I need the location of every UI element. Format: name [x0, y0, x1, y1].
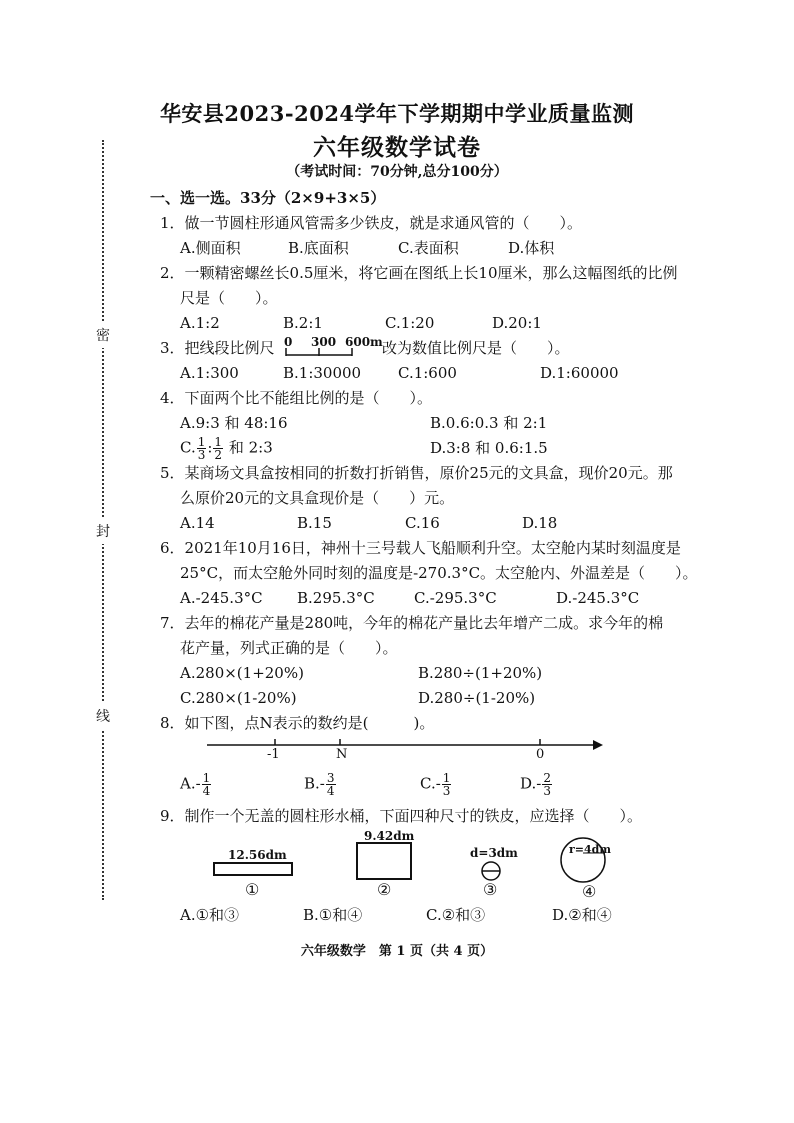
fraction-denominator: 4 — [202, 784, 211, 798]
q3-option-d: D.1:60000 — [540, 364, 619, 382]
question-5-line2: 么原价20元的文具盒现价是（ ）元。 — [180, 489, 455, 507]
q6-option-b: B.295.3°C — [297, 589, 375, 607]
q3-option-b: B.1:30000 — [283, 364, 362, 382]
q7-option-d: D.280÷(1-20%) — [418, 689, 536, 707]
line-segment-scale — [284, 346, 354, 358]
question-3-prefix: 3．把线段比例尺 — [160, 339, 275, 357]
section-heading: 一、选一选。33分（2×9+3×5） — [150, 189, 386, 207]
figure-3-circle — [478, 860, 504, 882]
q6-option-d: D.-245.3°C — [556, 589, 640, 607]
figure-1-label: 12.56dm — [228, 848, 287, 862]
question-3-suffix: 改为数值比例尺是（ ）。 — [382, 339, 570, 357]
ratio-colon: : — [207, 438, 213, 457]
figure-3-label: d=3dm — [470, 846, 518, 860]
q1-option-a: A.侧面积 — [180, 239, 241, 257]
q4-option-c-prefix: C. — [180, 438, 196, 457]
question-8: 8．如下图，点N表示的数约是( )。 — [160, 714, 435, 732]
q8-option-a — [180, 772, 212, 797]
figure-1-rectangle — [213, 862, 293, 876]
q5-option-d: D.18 — [522, 514, 558, 532]
axis-label-minus-one: -1 — [267, 747, 280, 762]
q4-option-c-suffix: 和 2:3 — [224, 438, 273, 457]
q2-option-d: D.20:1 — [492, 314, 542, 332]
binding-mark-feng: 封 — [96, 518, 110, 544]
q4-option-b: B.0.6:0.3 和 2:1 — [430, 414, 548, 432]
fraction-numerator: 1 — [197, 435, 206, 449]
q3-option-c: C.1:600 — [398, 364, 457, 382]
axis-label-zero: 0 — [536, 747, 545, 762]
fraction — [202, 772, 212, 797]
question-7-line2: 花产量，列式正确的是（ ）。 — [180, 639, 398, 657]
binding-mark-xian: 线 — [96, 703, 110, 729]
question-4: 4．下面两个比不能组比例的是（ ）。 — [160, 389, 433, 407]
fraction — [542, 772, 552, 797]
q5-option-a: A.14 — [180, 514, 215, 532]
fraction — [326, 772, 336, 797]
fraction — [442, 772, 452, 797]
q8-option-c — [420, 772, 452, 797]
number-line — [205, 735, 605, 755]
question-2-line1: 2．一颗精密螺丝长0.5厘米，将它画在图纸上长10厘米，那么这幅图纸的比例 — [160, 264, 678, 282]
binding-mark-mi: 密 — [96, 322, 110, 348]
option-prefix: B.- — [304, 774, 325, 793]
q4-option-a: A.9:3 和 48:16 — [180, 414, 288, 432]
fraction-numerator: 1 — [442, 771, 451, 785]
exam-title: 华安县2023-2024学年下学期期中学业质量监测 — [159, 101, 635, 126]
fraction-numerator: 1 — [214, 435, 223, 449]
q9-option-c: C.②和③ — [426, 906, 486, 924]
q6-option-a: A.-245.3°C — [180, 589, 263, 607]
q1-option-d: D.体积 — [508, 239, 555, 257]
q4-option-c — [180, 436, 273, 461]
option-prefix: D.- — [520, 774, 542, 793]
q9-option-a: A.①和③ — [180, 906, 240, 924]
q7-option-c: C.280×(1-20%) — [180, 689, 297, 707]
fraction — [213, 436, 223, 461]
option-prefix: C.- — [420, 774, 441, 793]
figure-2-rectangle — [356, 842, 412, 880]
scale-label-0: 0 — [284, 335, 293, 349]
q2-option-a: A.1:2 — [180, 314, 220, 332]
q7-option-a: A.280×(1+20%) — [180, 664, 304, 682]
exam-subtitle: 六年级数学试卷 — [313, 134, 481, 161]
q4-option-d: D.3:8 和 0.6:1.5 — [430, 439, 548, 457]
question-5-line1: 5．某商场文具盒按相同的折数打折销售，原价25元的文具盒，现价20元。那 — [160, 464, 673, 482]
question-6-line1: 6．2021年10月16日，神州十三号载人飞船顺利升空。太空舱内某时刻温度是 — [160, 539, 681, 557]
figure-4-label: r=4dm — [569, 843, 611, 856]
figure-3-number: ③ — [483, 880, 498, 899]
figure-2-number: ② — [377, 880, 392, 899]
q3-option-a: A.1:300 — [180, 364, 239, 382]
question-1: 1．做一节圆柱形通风管需多少铁皮，就是求通风管的（ ）。 — [160, 214, 583, 232]
exam-info: （考试时间：70分钟,总分100分） — [286, 164, 508, 180]
q5-option-c: C.16 — [405, 514, 440, 532]
fraction-numerator: 2 — [543, 771, 551, 785]
q2-option-b: B.2:1 — [283, 314, 323, 332]
fraction — [197, 436, 207, 461]
fraction-denominator: 4 — [326, 784, 335, 798]
q6-option-c: C.-295.3°C — [414, 589, 497, 607]
question-7-line1: 7．去年的棉花产量是280吨，今年的棉花产量比去年增产二成。求今年的棉 — [160, 614, 664, 632]
q5-option-b: B.15 — [297, 514, 332, 532]
scale-label-600m: 600m — [345, 335, 383, 349]
q8-option-d — [520, 772, 553, 797]
fraction-numerator: 3 — [326, 771, 335, 785]
q7-option-b: B.280÷(1+20%) — [418, 664, 543, 682]
option-prefix: A.- — [180, 774, 201, 793]
axis-label-n: N — [336, 747, 348, 762]
q1-option-b: B.底面积 — [288, 239, 349, 257]
fraction-denominator: 3 — [442, 784, 451, 798]
fraction-denominator: 3 — [197, 448, 206, 462]
q9-option-b: B.①和④ — [303, 906, 363, 924]
figure-2-label: 9.42dm — [364, 829, 415, 843]
question-9: 9．制作一个无盖的圆柱形水桶，下面四种尺寸的铁皮，应选择（ ）。 — [160, 807, 643, 825]
fraction-denominator: 2 — [214, 448, 223, 462]
figure-1-number: ① — [245, 880, 260, 899]
figure-4-number: ④ — [582, 882, 597, 901]
question-2-line2: 尺是（ ）。 — [180, 289, 278, 307]
question-6-line2: 25°C，而太空舱外同时刻的温度是-270.3°C。太空舱内、外温差是（ ）。 — [180, 564, 698, 582]
q8-option-b — [304, 772, 337, 797]
page-footer: 六年级数学 第 1 页（共 4 页） — [300, 944, 494, 959]
q2-option-c: C.1:20 — [385, 314, 435, 332]
q1-option-c: C.表面积 — [398, 239, 459, 257]
fraction-denominator: 3 — [543, 784, 551, 798]
q9-option-d: D.②和④ — [552, 906, 612, 924]
fraction-numerator: 1 — [202, 771, 211, 785]
scale-label-300: 300 — [311, 335, 337, 349]
